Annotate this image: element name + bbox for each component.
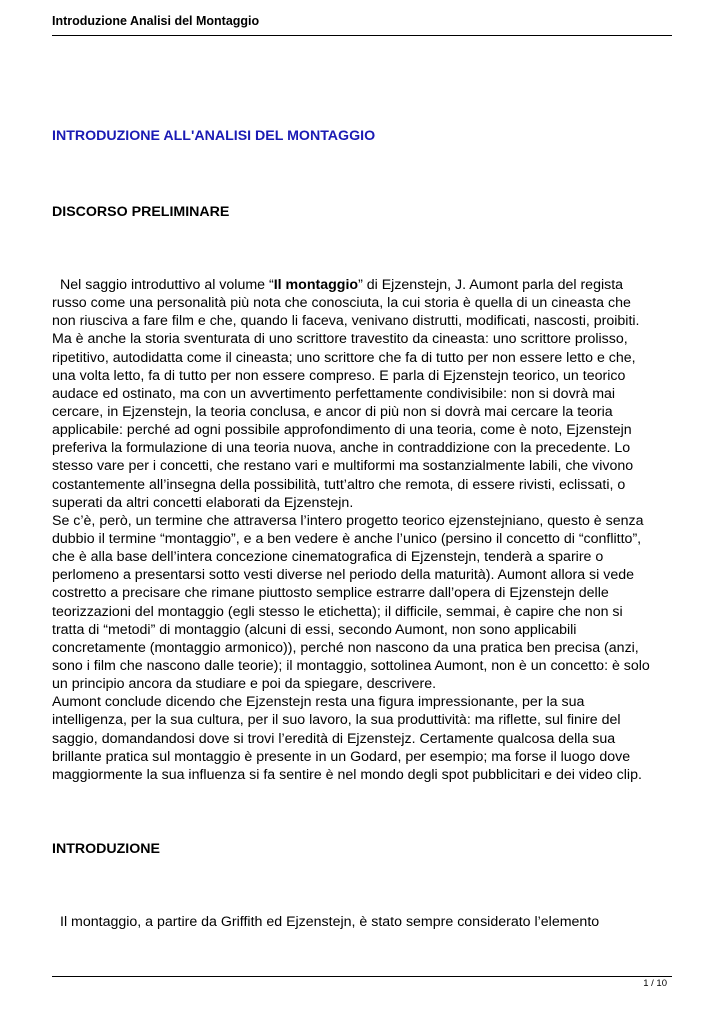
text-line: costantemente all’insegna della possibilità, tutt’altro che remota, di essere rivisti, eclissati, o [52, 476, 626, 493]
book-title: Il montaggio [273, 277, 359, 293]
header-divider [52, 35, 672, 36]
text-line: Se c’è, però, un termine che attraversa l’intero progetto teorico ejzenstejniano, questo è senza [52, 512, 644, 529]
section-heading-discorso: DISCORSO PRELIMINARE [52, 204, 230, 220]
text-line: un principio ancora da studiare e poi da spiegare, descrivere. [52, 676, 437, 693]
text-line: costretto a precisare che rimane piuttosto semplice estrarre dall’opera di Ejzenstejn delle [52, 585, 609, 602]
page-number: 1 / 10 [643, 978, 667, 989]
text-line: maggiormente la sua influenza si fa sentire è nel mondo degli spot pubblicitari e dei video clip. [52, 766, 642, 783]
text-line: perlomeno a presentarsi sotto vesti diverse nel periodo della maturità). Aumont allora si vede [52, 567, 634, 584]
text-line: applicabile: perché ad ogni possibile approfondimento di una teoria, come è noto, Ejzenstejn [52, 422, 632, 439]
text-line: cercare, in Ejzenstejn, la teoria conclusa, e ancor di più non si dovrà mai cercare la teoria [52, 403, 613, 420]
section-heading-introduzione: INTRODUZIONE [52, 841, 160, 857]
text-line: intelligenza, per la sua cultura, per il suo lavoro, la sua produttività: ma riflette, sul finire del [52, 712, 621, 729]
body-text [52, 276, 672, 784]
text-line: che è alla base dell’intera concezione cinematografica di Ejzenstejn, tenderà a sparire o [52, 549, 604, 566]
text-line: brillante pratica sul montaggio è presente in un Godard, per esempio; ma forse il luogo dove [52, 748, 631, 765]
header-title: Introduzione Analisi del Montaggio [52, 14, 260, 28]
text-line: tratta di “metodi” di montaggio (alcuni di essi, secondo Aumont, non sono applicabili [52, 621, 577, 638]
text-line: sono i film che nascono dalle teorie); il montaggio, sottolinea Aumont, non è un concetto: è solo [52, 657, 650, 674]
text-line: ripetitivo, autodidatta come il cineasta; uno scrittore che fa di tutto per non essere letto e che, [52, 349, 636, 366]
para1-first-line [52, 276, 672, 294]
text-line: dubbio il termine “montaggio”, e a ben vedere è anche l’unico (persino il concetto di “conflitto”, [52, 530, 642, 547]
para1-lead-tail: ” di Ejzenstejn, J. Aumont parla del regista [358, 277, 624, 293]
text-line: una volta letto, fa di tutto per non essere compreso. E parla di Ejzenstejn teorico, un teorico [52, 367, 626, 384]
document-title: INTRODUZIONE ALL'ANALISI DEL MONTAGGIO [52, 128, 376, 144]
text-line: stesso vare per i concetti, che restano vari e multiformi ma sostanzialmente labili, che vivono [52, 458, 634, 475]
para1-lead: Nel saggio introduttivo al volume “ [60, 277, 274, 293]
text-line: non riusciva a fare film e che, quando li faceva, venivano distrutti, modificati, nascosti, proibiti. [52, 313, 640, 330]
text-line: preferiva la formulazione di una teoria nuova, anche in contraddizione con la precedente. Lo [52, 440, 631, 457]
text-line: Aumont conclude dicendo che Ejzenstejn resta una figura impressionante, per la sua [52, 694, 585, 711]
intro-first-line [52, 913, 599, 931]
text-line: audace ed ostinato, ma con un avvertimento perfettamente condivisibile: non si dovrà mai [52, 385, 616, 402]
footer-divider [52, 976, 672, 977]
text-line: Ma è anche la storia sventurata di uno scrittore travestito da cineasta: uno scrittore prolisso, [52, 331, 628, 348]
text-line: russo come una personalità più nota che conosciuta, la cui storia è quella di un cineasta che [52, 295, 631, 312]
text-line: teorizzazioni del montaggio (egli stesso le etichetta); il difficile, semmai, è capire che non si [52, 603, 623, 620]
text-line: concretamente (montaggio armonico)), perché non nascono da una pratica ben precisa (anzi, [52, 639, 639, 656]
text-line: superati da altri concetti elaborati da Ejzenstejn. [52, 494, 354, 511]
intro-text: Il montaggio, a partire da Griffith ed Ejzenstejn, è stato sempre considerato l’elemento [60, 914, 600, 930]
text-line: saggio, domandandosi dove si trovi l’eredità di Ejzenstejz. Certamente qualcosa della sua [52, 730, 616, 747]
